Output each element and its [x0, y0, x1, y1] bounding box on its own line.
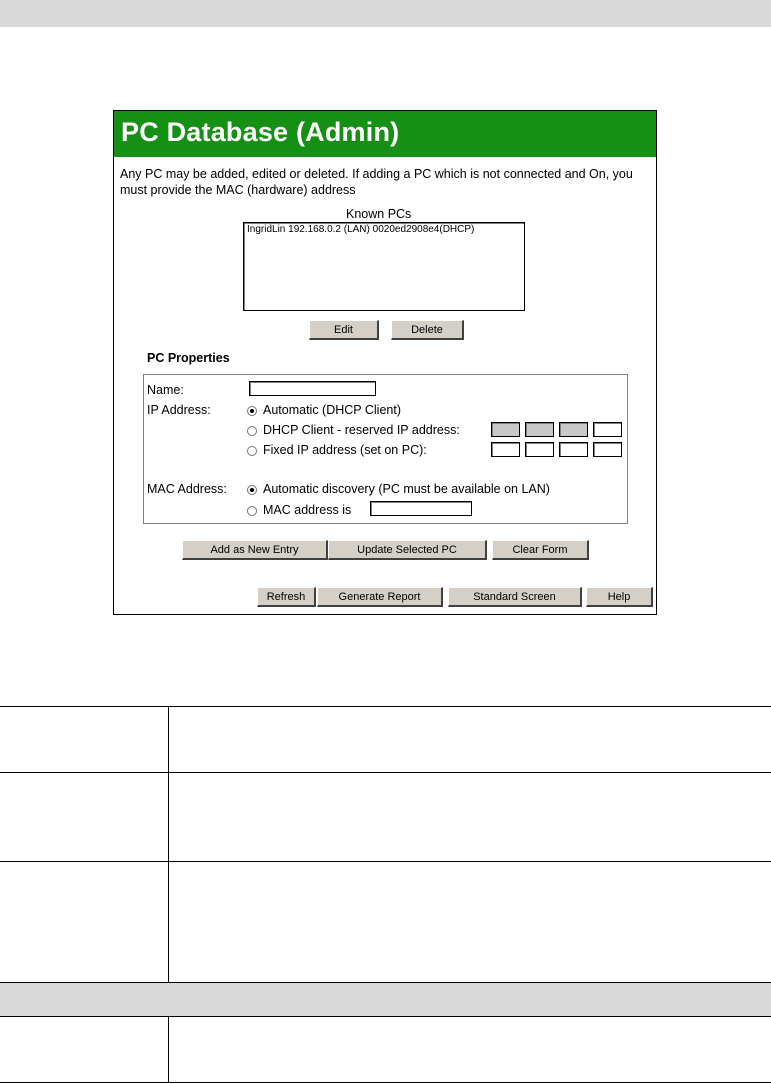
- edit-button[interactable]: Edit: [309, 320, 379, 340]
- page-title: PC Database (Admin): [121, 117, 400, 147]
- ip-automatic-label: Automatic (DHCP Client): [263, 403, 402, 417]
- mac-auto-discovery-radio[interactable]: [247, 485, 257, 495]
- table-column-divider: [168, 1016, 169, 1082]
- pc-properties-heading: PC Properties: [147, 351, 230, 365]
- table-rule: [0, 772, 771, 773]
- mac-address-is-radio[interactable]: [247, 506, 257, 516]
- delete-button[interactable]: Delete: [391, 320, 464, 340]
- ip-reserved-radio[interactable]: [247, 426, 257, 436]
- standard-screen-button[interactable]: Standard Screen: [448, 587, 582, 607]
- table-section-header: [0, 983, 771, 1016]
- mac-address-is-label: MAC address is: [263, 503, 352, 517]
- name-input[interactable]: [249, 381, 376, 396]
- ip-fixed-radio[interactable]: [247, 446, 257, 456]
- fixed-ip-octet-3[interactable]: [559, 442, 588, 457]
- mac-address-label: MAC Address:: [147, 482, 227, 496]
- reserved-ip-octet-2[interactable]: [525, 422, 554, 437]
- intro-text: Any PC may be added, edited or deleted. If adding a PC which is not connected and On, you must provide the MAC (hardware) address: [120, 167, 633, 197]
- table-rule: [0, 706, 771, 707]
- reserved-ip-octet-3[interactable]: [559, 422, 588, 437]
- reserved-ip-octet-4[interactable]: [593, 422, 622, 437]
- reserved-ip-octet-1[interactable]: [491, 422, 520, 437]
- pc-database-panel: [113, 110, 657, 615]
- fixed-ip-octet-1[interactable]: [491, 442, 520, 457]
- name-label: Name:: [147, 383, 184, 397]
- title-bar: [114, 111, 656, 157]
- fixed-ip-octet-4[interactable]: [593, 442, 622, 457]
- mac-address-input[interactable]: [370, 501, 472, 516]
- known-pcs-list[interactable]: [243, 222, 525, 311]
- refresh-button[interactable]: Refresh: [257, 587, 316, 607]
- known-pcs-label: Known PCs: [346, 207, 412, 221]
- update-selected-pc-button[interactable]: Update Selected PC: [328, 540, 487, 560]
- ip-fixed-label: Fixed IP address (set on PC):: [263, 443, 427, 457]
- ip-address-label: IP Address:: [147, 403, 211, 417]
- generate-report-button[interactable]: Generate Report: [317, 587, 443, 607]
- pc-properties-box: [143, 374, 628, 524]
- document-header-bar: [0, 0, 771, 27]
- ip-automatic-radio[interactable]: [247, 406, 257, 416]
- help-button[interactable]: Help: [586, 587, 653, 607]
- clear-form-button[interactable]: Clear Form: [492, 540, 589, 560]
- mac-auto-discovery-label: Automatic discovery (PC must be available on LAN): [263, 482, 550, 496]
- fixed-ip-octet-2[interactable]: [525, 442, 554, 457]
- table-column-divider: [168, 706, 169, 982]
- add-new-entry-button[interactable]: Add as New Entry: [182, 540, 328, 560]
- list-item[interactable]: IngridLin 192.168.0.2 (LAN) 0020ed2908e4(DHCP): [247, 224, 475, 235]
- table-rule: [0, 861, 771, 862]
- ip-reserved-label: DHCP Client - reserved IP address:: [263, 423, 460, 437]
- table-rule: [0, 1082, 771, 1083]
- table-rule: [0, 1016, 771, 1017]
